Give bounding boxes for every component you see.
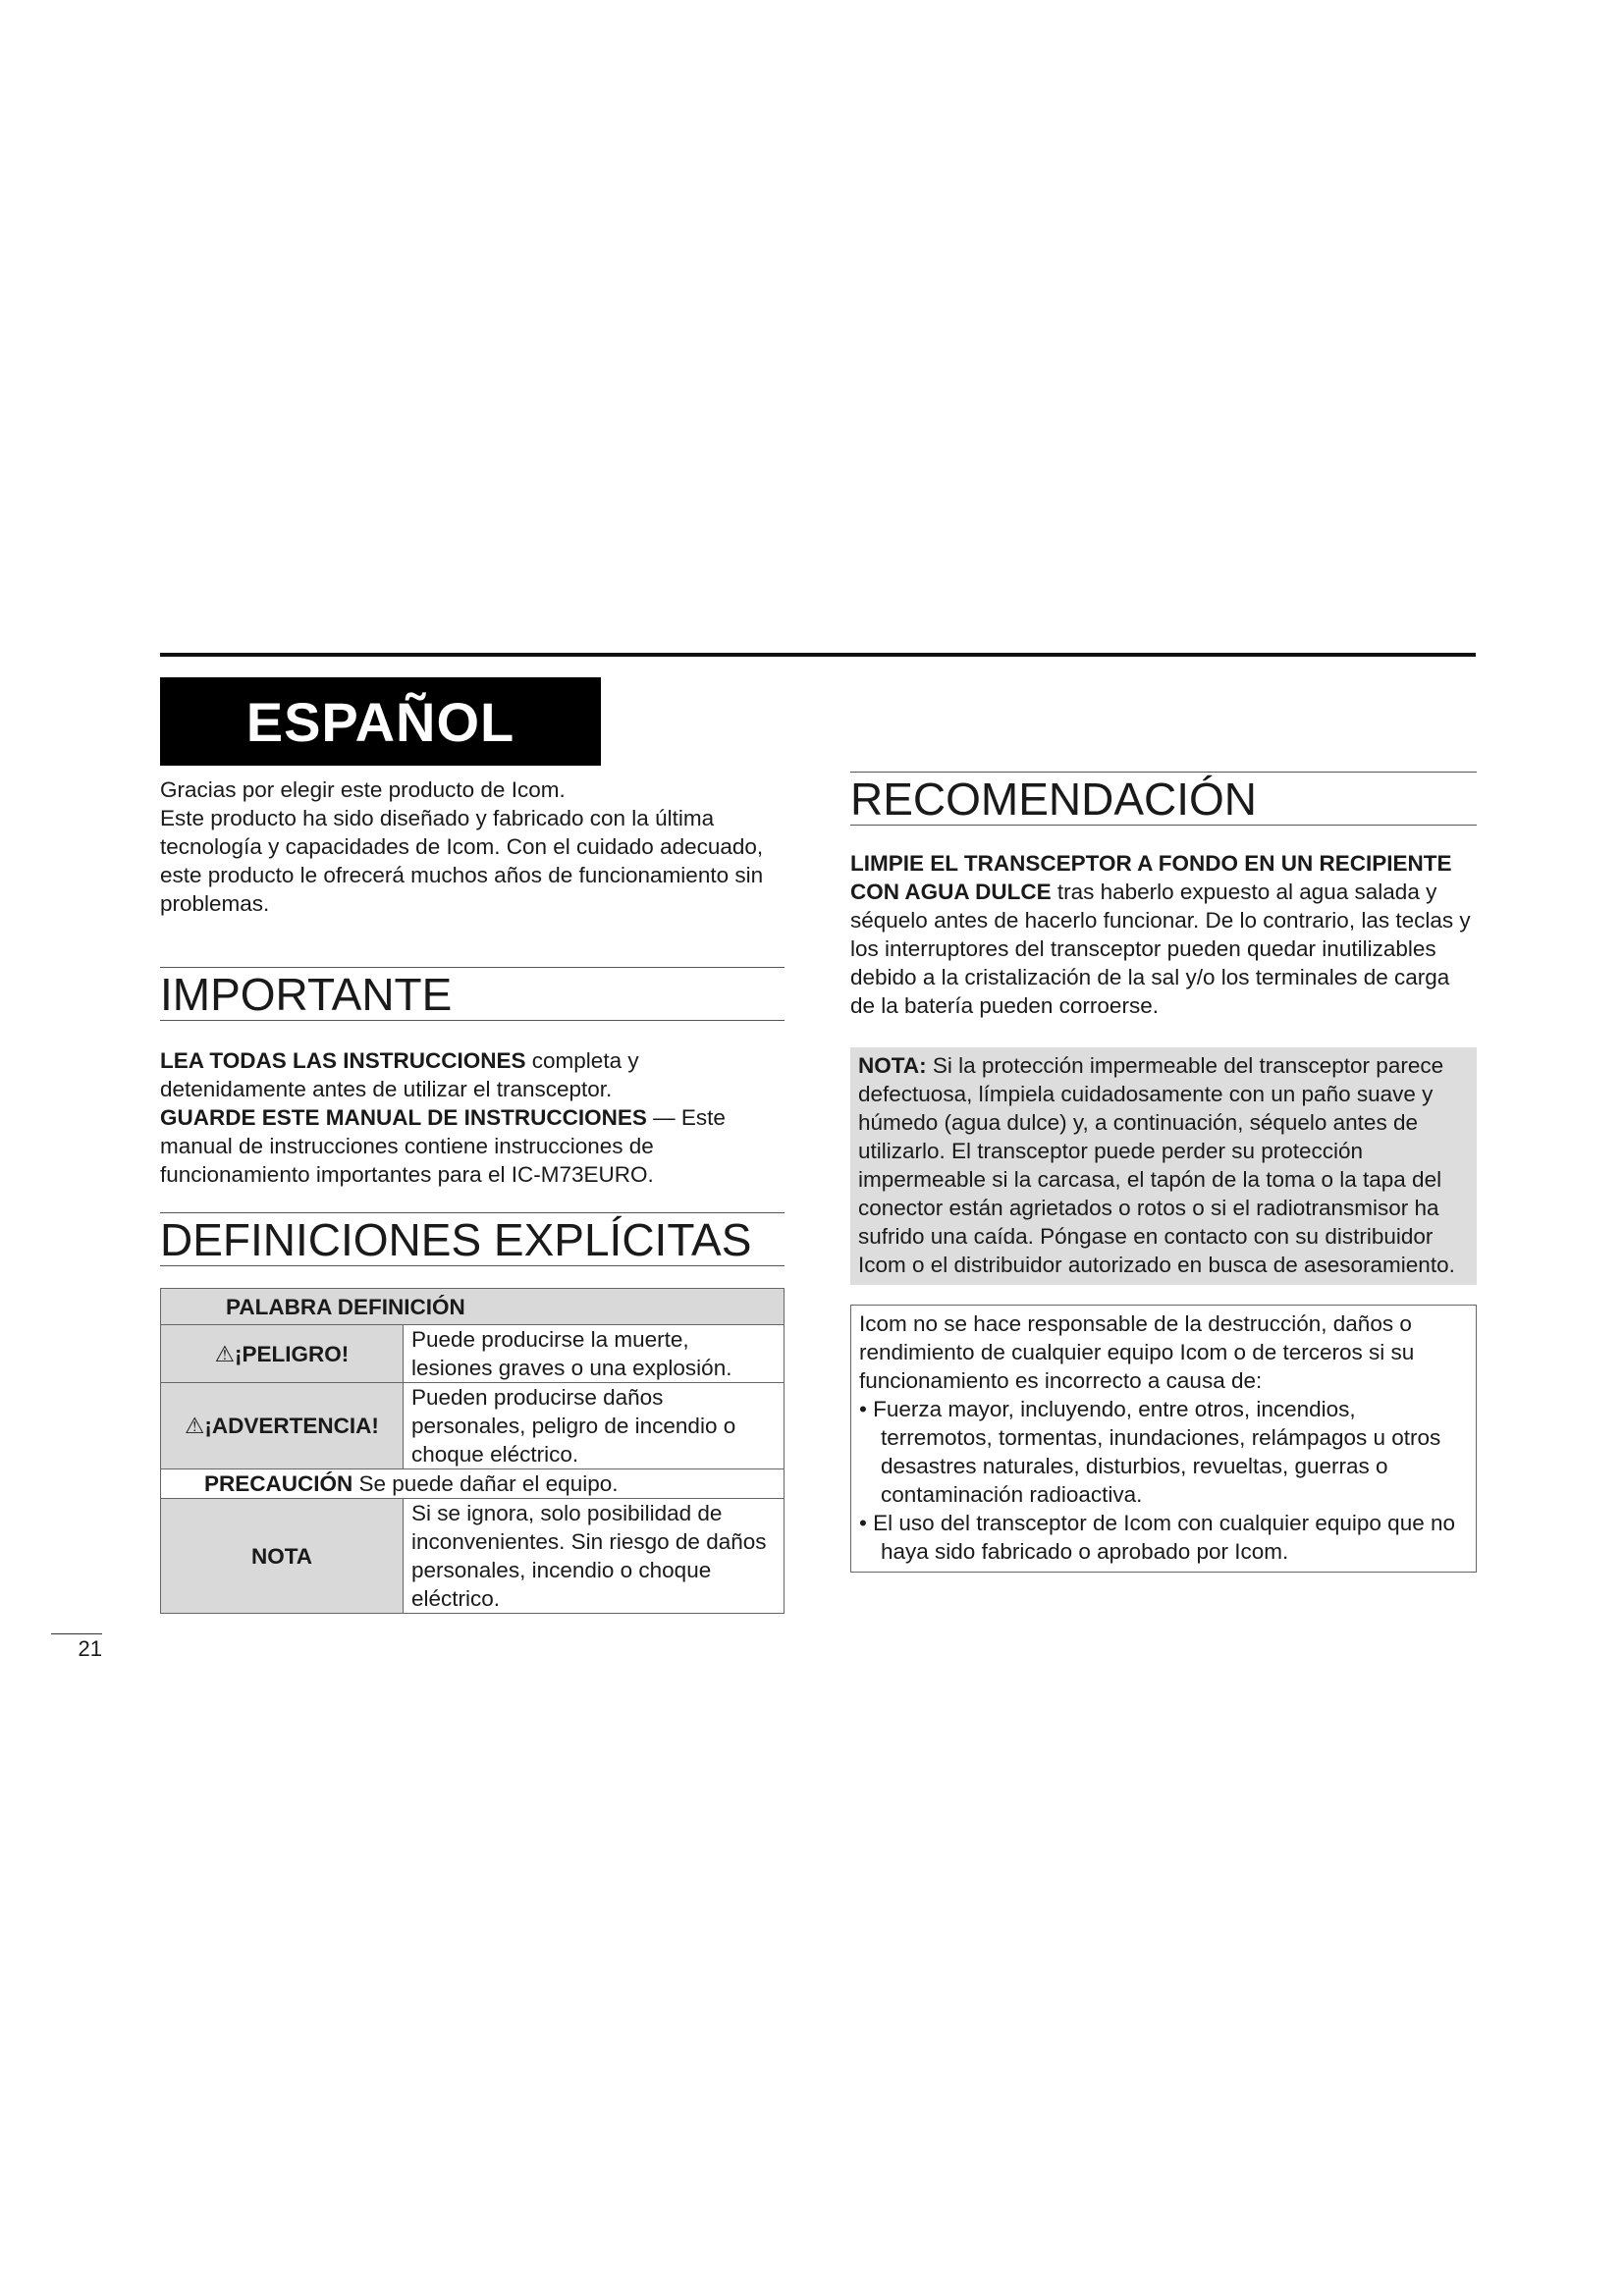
definitions-table xyxy=(160,1288,785,1614)
intro-description: Este producto ha sido diseñado y fabricado con la última tecnología y capacidades de Icom. Con el cuidado adecuado, este producto le ofrecerá muchos años de funcionamiento sin problemas. xyxy=(160,806,764,916)
term-precaucion: PRECAUCIÓN xyxy=(204,1471,353,1496)
read-all-instructions: LEA TODAS LAS INSTRUCCIONES xyxy=(160,1048,526,1073)
right-column xyxy=(850,772,1477,1573)
definition-advertencia: Pueden producirse daños personales, peligro de incendio o choque eléctrico. xyxy=(404,1383,785,1469)
term-nota: NOTA xyxy=(161,1499,404,1614)
keep-manual-rest: — Este manual de instrucciones contiene instrucciones de funcionamiento importantes para el IC-M73EURO. xyxy=(160,1105,726,1187)
table-header: PALABRA DEFINICIÓN xyxy=(161,1289,785,1325)
list-item: • Fuerza mayor, incluyendo, entre otros, incendios, terremotos, tormentas, inundaciones, relámpagos u otros desastres naturales, disturbios, revueltas, guerras o contaminación radioactiva. xyxy=(859,1397,1441,1507)
intro-text xyxy=(160,775,785,918)
table-row xyxy=(161,1383,785,1469)
recomendacion-heading: RECOMENDACIÓN xyxy=(850,772,1477,826)
clean-instruction-rest: tras haberlo expuesto al agua salada y séquelo antes de hacerlo funcionar. De lo contrario, las teclas y los interruptores del transceptor pueden quedar inutilizables debido a la cristalización de la sal y/o los terminales de carga de la batería pueden corroerse. xyxy=(850,880,1471,1018)
liability-box xyxy=(850,1305,1477,1573)
recomendacion-text xyxy=(850,849,1477,1020)
definition-precaucion: Se puede dañar el equipo. xyxy=(352,1471,619,1496)
keep-manual: GUARDE ESTE MANUAL DE INSTRUCCIONES xyxy=(160,1105,647,1130)
read-all-rest: completa y detenidamente antes de utilizar el transceptor. xyxy=(160,1048,639,1101)
definition-nota: Si se ignora, solo posibilidad de inconvenientes. Sin riesgo de daños personales, incendio o choque eléctrico. xyxy=(404,1499,785,1614)
list-item: • El uso del transceptor de Icom con cualquier equipo que no haya sido fabricado o aprobado por Icom. xyxy=(859,1511,1456,1564)
table-row xyxy=(161,1499,785,1614)
nota-label: NOTA: xyxy=(858,1053,927,1078)
nota-box xyxy=(850,1047,1477,1285)
left-column xyxy=(160,775,785,1614)
definition-peligro: Puede producirse la muerte, lesiones graves o una explosión. xyxy=(404,1325,785,1383)
intro-thanks: Gracias por elegir este producto de Icom. xyxy=(160,777,566,802)
term-advertencia: ⚠¡ADVERTENCIA! xyxy=(161,1383,404,1469)
clean-instruction: LIMPIE EL TRANSCEPTOR A FONDO EN UN RECIPIENTE CON AGUA DULCE xyxy=(850,851,1452,904)
liability-intro: Icom no se hace responsable de la destrucción, daños o rendimiento de cualquier equipo Icom o de terceros si su funcionamiento es incorrecto a causa de: xyxy=(859,1311,1415,1393)
term-peligro: ⚠¡PELIGRO! xyxy=(161,1325,404,1383)
page-number: 21 xyxy=(51,1633,102,1662)
nota-text: Si la protección impermeable del transceptor parece defectuosa, límpiela cuidadosamente con un paño suave y húmedo (agua dulce) y, a continuación, séquelo antes de utilizarlo. El transceptor puede perder su protección impermeable si la carcasa, el tapón de la toma o la tapa del conector están agrietados o rotos o si el radiotransmisor ha sufrido una caída. Póngase en contacto con su distribuidor Icom o el distribuidor autorizado en busca de asesoramiento. xyxy=(858,1053,1455,1277)
top-rule xyxy=(160,653,1476,657)
liability-list xyxy=(859,1395,1468,1566)
table-row xyxy=(161,1469,785,1499)
importante-text xyxy=(160,1046,785,1189)
language-banner: ESPAÑOL xyxy=(160,677,601,766)
table-header-row xyxy=(161,1289,785,1325)
importante-heading: IMPORTANTE xyxy=(160,967,785,1021)
definitions-heading: DEFINICIONES EXPLÍCITAS xyxy=(160,1212,785,1266)
table-row xyxy=(161,1325,785,1383)
precaucion-row xyxy=(161,1469,785,1499)
